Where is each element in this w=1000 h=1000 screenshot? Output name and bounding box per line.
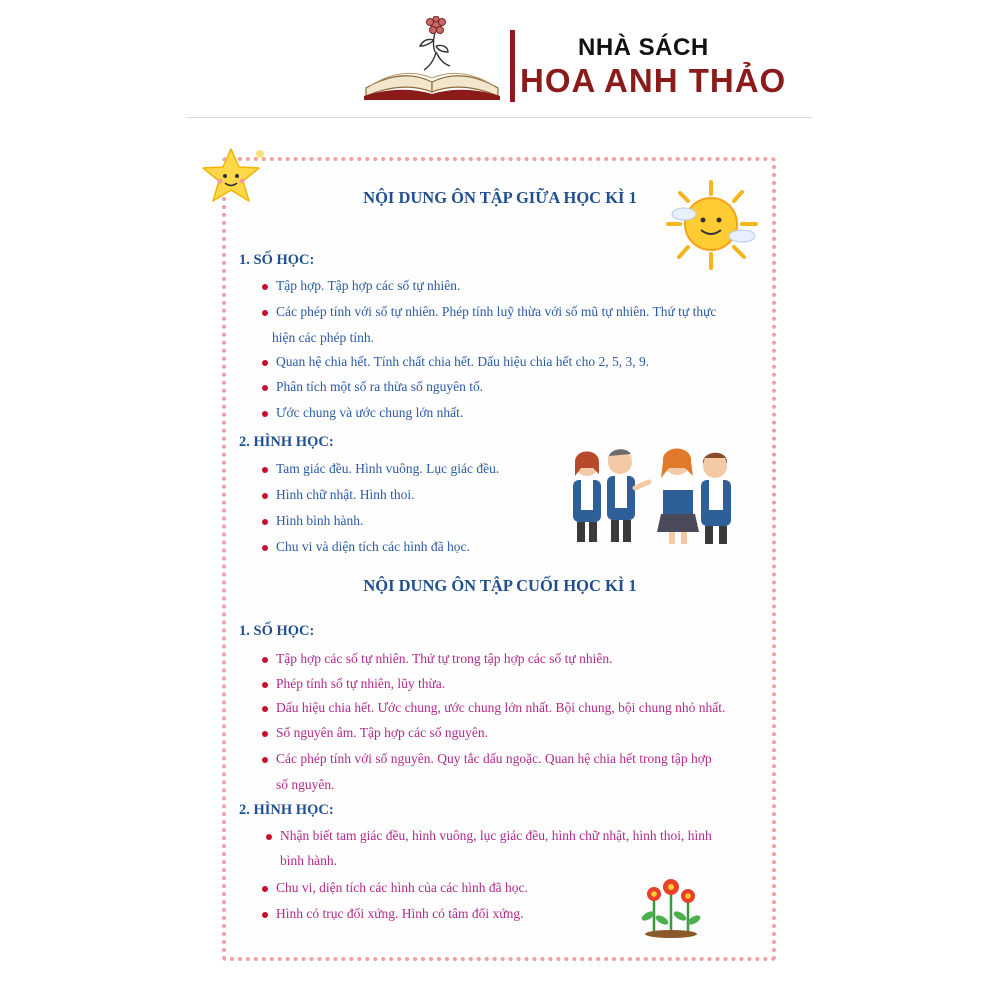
bullet-dot xyxy=(262,284,268,290)
final-hinh-hoc-heading: 2. HÌNH HỌC: xyxy=(239,802,334,818)
list-item: hiện các phép tính. xyxy=(272,330,374,345)
list-item: Nhận biết tam giác đều, hình vuông, lục giác đều, hình chữ nhật, hình thoi, hình xyxy=(280,828,712,843)
bullet-dot xyxy=(262,519,268,525)
final-title: NỘI DUNG ÔN TẬP CUỐI HỌC KÌ 1 xyxy=(363,576,637,595)
logo-divider xyxy=(510,30,515,102)
list-item: Các phép tính với số tự nhiên. Phép tính luỹ thừa với số mũ tự nhiên. Thứ tự thực xyxy=(276,304,717,319)
list-item: Quan hệ chia hết. Tính chất chia hết. Dấu hiệu chia hết cho 2, 5, 3, 9. xyxy=(276,354,650,369)
list-item: Hình chữ nhật. Hình thoi. xyxy=(276,487,415,502)
list-item: Chu vi, diện tích các hình của các hình đã học. xyxy=(276,880,528,895)
bullet-dot xyxy=(262,706,268,712)
smiling-star-icon xyxy=(198,146,264,206)
bullet-dot xyxy=(262,731,268,737)
bullet-dot xyxy=(262,545,268,551)
list-item: số nguyên. xyxy=(276,777,335,792)
bullet-dot xyxy=(262,467,268,473)
midterm-so-hoc-heading: 1. SỐ HỌC: xyxy=(239,252,315,268)
open-book-with-flower-icon xyxy=(360,16,500,100)
bullet-dot xyxy=(262,682,268,688)
list-item: Số nguyên âm. Tập hợp các số nguyên. xyxy=(276,725,488,740)
header-divider xyxy=(186,117,812,118)
bullet-dot xyxy=(262,493,268,499)
list-item: Dấu hiệu chia hết. Ước chung, ước chung lớn nhất. Bội chung, bội chung nhỏ nhất. xyxy=(276,700,726,715)
students-talking-illustration xyxy=(565,440,740,546)
list-item: Phép tính số tự nhiên, lũy thừa. xyxy=(276,676,446,691)
bullet-dot xyxy=(262,411,268,417)
brand-name-top: NHÀ SÁCH xyxy=(578,34,709,61)
list-item: Hình có trục đối xứng. Hình có tâm đối xứng. xyxy=(276,906,524,921)
flower-pot-illustration xyxy=(638,876,704,938)
bullet-dot xyxy=(266,834,272,840)
bullet-dot xyxy=(262,886,268,892)
brand-name-bottom: HOA ANH THẢO xyxy=(520,62,787,99)
list-item: Phân tích một số ra thừa số nguyên tố. xyxy=(276,379,484,394)
midterm-title: NỘI DUNG ÔN TẬP GIỮA HỌC KÌ 1 xyxy=(363,188,637,207)
list-item: Tập hợp các số tự nhiên. Thứ tự trong tập hợp các số tự nhiên. xyxy=(276,651,613,666)
bullet-dot xyxy=(262,385,268,391)
final-so-hoc-heading: 1. SỐ HỌC: xyxy=(239,623,315,639)
list-item: Tam giác đều. Hình vuông. Lục giác đều. xyxy=(276,461,500,476)
list-item: Tập hợp. Tập hợp các số tự nhiên. xyxy=(276,278,461,293)
bullet-dot xyxy=(262,310,268,316)
bullet-dot xyxy=(262,657,268,663)
bullet-dot xyxy=(262,912,268,918)
list-item: Các phép tính với số nguyên. Quy tắc dấu ngoặc. Quan hệ chia hết trong tập hợp xyxy=(276,751,712,766)
list-item: bình hành. xyxy=(280,853,337,868)
bullet-dot xyxy=(262,757,268,763)
list-item: Hình bình hành. xyxy=(276,513,364,528)
list-item: Chu vi và diện tích các hình đã học. xyxy=(276,539,470,554)
midterm-hinh-hoc-heading: 2. HÌNH HỌC: xyxy=(239,434,334,450)
bullet-dot xyxy=(262,360,268,366)
list-item: Ước chung và ước chung lớn nhất. xyxy=(276,405,464,420)
